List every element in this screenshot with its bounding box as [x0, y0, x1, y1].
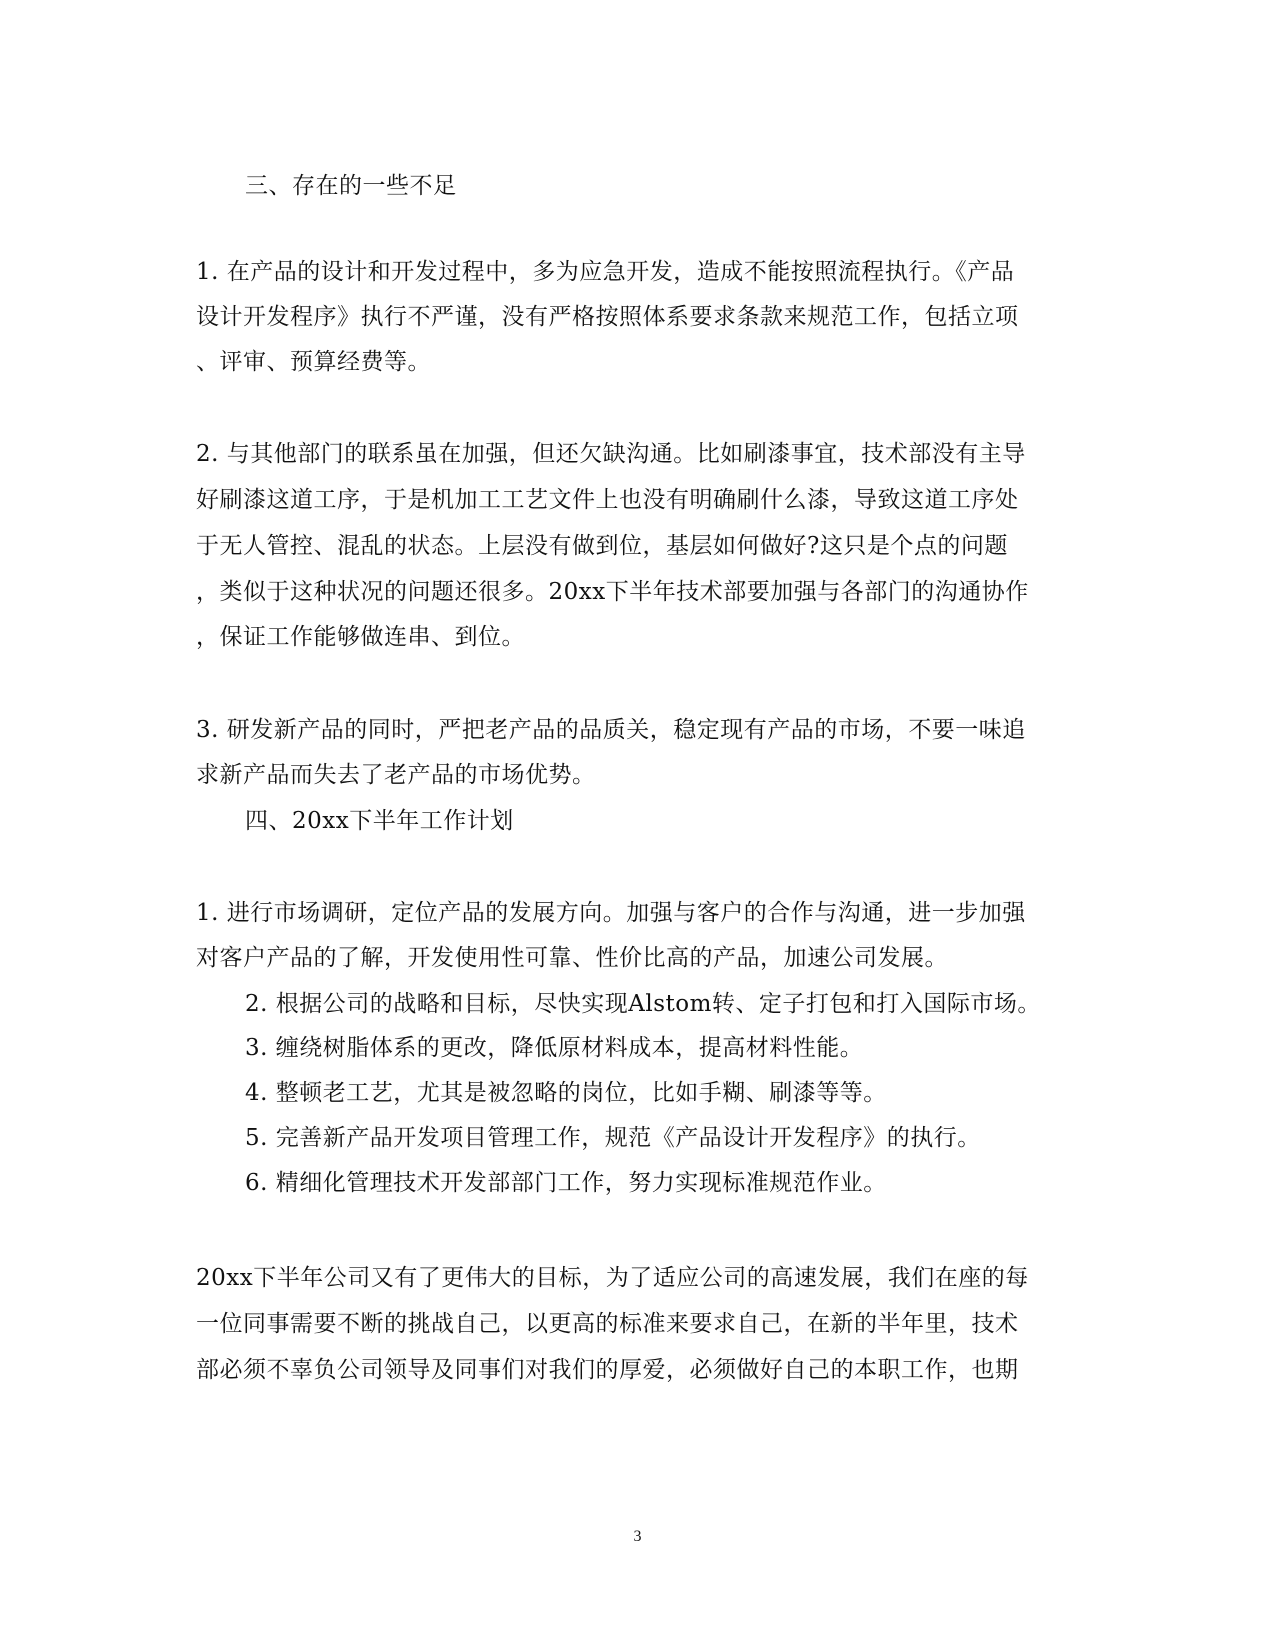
section-4-item-6: 6. 精细化管理技术开发部部门工作，努力实现标准规范作业。 [245, 1170, 887, 1196]
section-4-item-1-line-1: 1. 进行市场调研，定位产品的发展方向。加强与客户的合作与沟通，进一步加强 [196, 900, 1026, 926]
section-3-heading: 三、存在的一些不足 [245, 173, 457, 199]
closing-line-1: 20xx下半年公司又有了更伟大的目标，为了适应公司的高速发展，我们在座的每 [196, 1265, 1029, 1291]
section-4-item-4: 4. 整顿老工艺，尤其是被忽略的岗位，比如手糊、刷漆等等。 [245, 1080, 887, 1106]
section-4-item-1-line-2: 对客户产品的了解，开发使用性可靠、性价比高的产品，加速公司发展。 [196, 945, 948, 971]
section-4-heading: 四、20xx下半年工作计划 [245, 808, 514, 834]
section-3-item-1-line-2: 设计开发程序》执行不严谨，没有严格按照体系要求条款来规范工作，包括立项 [196, 304, 1019, 330]
section-3-item-2-line-1: 2. 与其他部门的联系虽在加强，但还欠缺沟通。比如刷漆事宜，技术部没有主导 [196, 441, 1026, 467]
section-3-item-3-line-1: 3. 研发新产品的同时，严把老产品的品质关，稳定现有产品的市场，不要一味追 [196, 717, 1026, 743]
section-3-item-2-line-4: ，类似于这种状况的问题还很多。20xx下半年技术部要加强与各部门的沟通协作 [196, 579, 1029, 605]
section-3-item-1-line-3: 、评审、预算经费等。 [196, 349, 431, 375]
closing-line-3: 部必须不辜负公司领导及同事们对我们的厚爱，必须做好自己的本职工作，也期 [196, 1357, 1019, 1383]
closing-line-2: 一位同事需要不断的挑战自己，以更高的标准来要求自己，在新的半年里，技术 [196, 1311, 1019, 1337]
section-3-item-2-line-5: ，保证工作能够做连串、到位。 [196, 624, 525, 650]
section-3-item-1-line-1: 1. 在产品的设计和开发过程中，多为应急开发，造成不能按照流程执行。《产品 [196, 259, 1015, 285]
section-4-item-2: 2. 根据公司的战略和目标，尽快实现Alstom转、定子打包和打入国际市场。 [245, 991, 1041, 1017]
section-4-item-5: 5. 完善新产品开发项目管理工作，规范《产品设计开发程序》的执行。 [245, 1125, 981, 1151]
section-3-item-2-line-2: 好刷漆这道工序，于是机加工工艺文件上也没有明确刷什么漆，导致这道工序处 [196, 487, 1019, 513]
section-4-item-3: 3. 缠绕树脂体系的更改，降低原材料成本，提高材料性能。 [245, 1035, 864, 1061]
page-number: 3 [633, 1528, 642, 1545]
section-3-item-3-line-2: 求新产品而失去了老产品的市场优势。 [196, 762, 596, 788]
section-3-item-2-line-3: 于无人管控、混乱的状态。上层没有做到位，基层如何做好?这只是个点的问题 [196, 533, 1008, 559]
